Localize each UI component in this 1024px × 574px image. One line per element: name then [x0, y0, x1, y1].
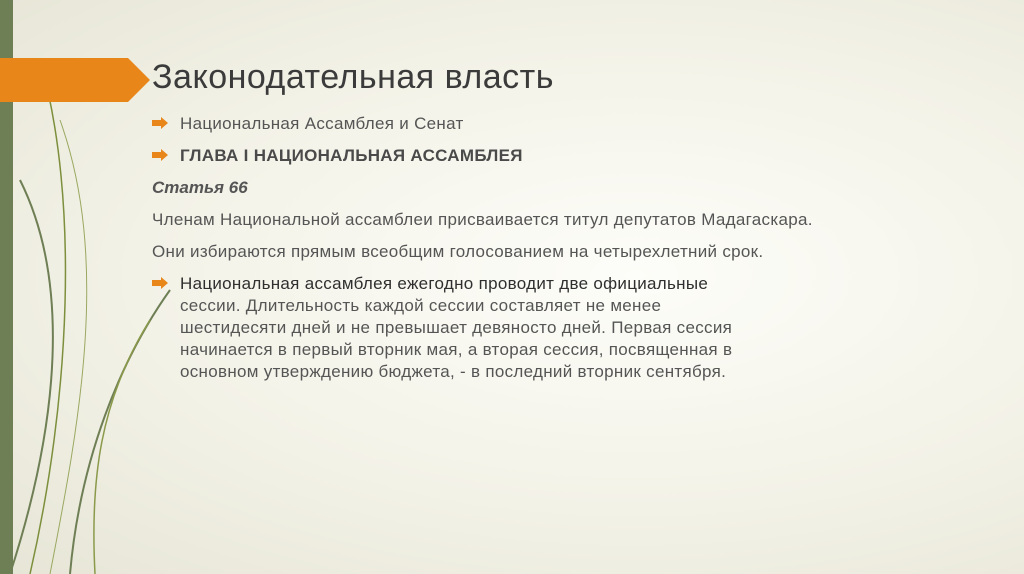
title-accent-arrow: [0, 58, 150, 102]
paragraph: Членам Национальной ассамблеи присваивается титул депутатов Мадагаскара.: [152, 210, 813, 229]
arrow-right-icon: [152, 149, 168, 161]
bullet-text-line: шестидесяти дней и не превышает девяносто дней. Первая сессия: [180, 318, 733, 337]
bullet-item: [152, 113, 852, 135]
bullet-text-line: сессии. Длительность каждой сессии составляет не менее: [180, 296, 662, 315]
bullet-item: [152, 145, 852, 167]
bullet-text: Национальная Ассамблея и Сенат: [180, 114, 464, 133]
arrow-right-icon: [152, 277, 168, 289]
article-heading: Статья 66: [152, 178, 248, 197]
bullet-text-line: Национальная ассамблея ежегодно проводит две официальные: [180, 274, 709, 293]
bullet-text: ГЛАВА I НАЦИОНАЛЬНАЯ АССАМБЛЕЯ: [180, 146, 523, 165]
slide-title: Законодательная власть: [152, 58, 554, 96]
bullet-text-line: начинается в первый вторник мая, а вторая сессия, посвященная в: [180, 340, 733, 359]
bullet-item: [152, 273, 852, 383]
slide-content: [152, 113, 852, 393]
bullet-text-line: основном утверждению бюджета, - в последний вторник сентября.: [180, 362, 727, 381]
arrow-right-icon: [152, 117, 168, 129]
paragraph: Они избираются прямым всеобщим голосованием на четырехлетний срок.: [152, 242, 764, 261]
